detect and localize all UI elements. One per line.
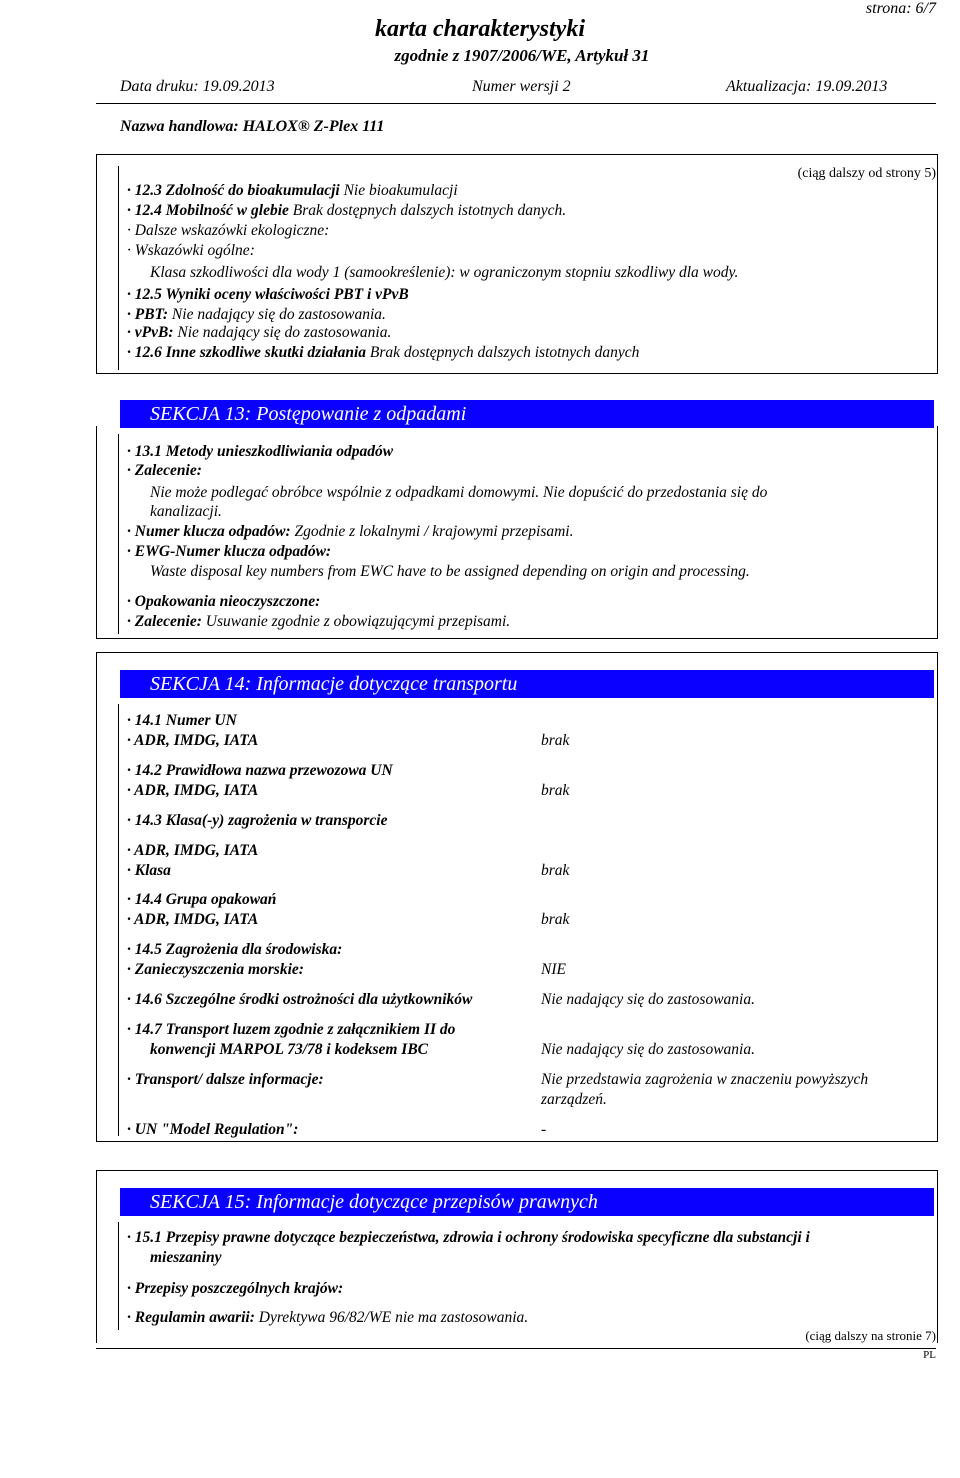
- language-code: PL: [923, 1349, 936, 1361]
- footer-divider: [96, 1348, 936, 1349]
- bioaccumulation-line: · 12.3 Zdolność do bioakumulacji Nie bioakumulacji: [127, 182, 458, 199]
- header-divider: [96, 103, 936, 104]
- section-15-header: SEKCJA 15: Informacje dotyczące przepisów prawnych: [120, 1188, 934, 1216]
- uncleaned-packaging-heading: · Opakowania nieoczyszczone:: [127, 593, 321, 610]
- packing-group-mode: · ADR, IMDG, IATA: [127, 911, 259, 928]
- page-number: strona: 6/7: [865, 0, 936, 17]
- un-number-heading: · 14.1 Numer UN: [127, 712, 237, 729]
- section-15-rule: [118, 1222, 119, 1330]
- continued-to-note: (ciąg dalszy na stronie 7): [805, 1328, 936, 1343]
- ewc-text: Waste disposal key numbers from EWC have to be assigned depending on origin and processing.: [150, 563, 750, 580]
- packing-group-value: brak: [541, 911, 570, 928]
- document-subtitle: zgodnie z 1907/2006/WE, Artykuł 31: [394, 46, 650, 65]
- version-number: Numer wersji 2: [472, 78, 571, 95]
- un-model-regulation-label: · UN "Model Regulation":: [127, 1121, 299, 1138]
- shipping-name-mode: · ADR, IMDG, IATA: [127, 782, 259, 799]
- trade-name: Nazwa handlowa: HALOX® Z-Plex 111: [120, 118, 385, 135]
- other-effects-line: · 12.6 Inne szkodliwe skutki działania Brak dostępnych dalszych istotnych danych: [127, 344, 640, 361]
- un-number-mode: · ADR, IMDG, IATA: [127, 732, 259, 749]
- pbt-heading: · 12.5 Wyniki oceny właściwości PBT i vPvB: [127, 286, 409, 303]
- section-12-rule: [118, 166, 119, 370]
- transport-info-value-cont: zarządzeń.: [541, 1091, 607, 1108]
- national-regulations-heading: · Przepisy poszczególnych krajów:: [127, 1280, 344, 1297]
- shipping-name-value: brak: [541, 782, 570, 799]
- transport-info-value: Nie przedstawia zagrożenia w znaczeniu powyższych: [541, 1071, 869, 1088]
- ewc-heading: · EWG-Numer klucza odpadów:: [127, 543, 332, 560]
- recommendation-text: Nie może podlegać obróbce wspólnie z odpadkami domowymi. Nie dopuścić do przedostania się do: [150, 484, 768, 501]
- eco-advice-heading: · Dalsze wskazówki ekologiczne:: [127, 222, 330, 239]
- recommendation-text-cont: kanalizacji.: [150, 503, 222, 520]
- general-advice-heading: · Wskazówki ogólne:: [127, 242, 255, 259]
- recommendation-heading: · Zalecenie:: [127, 462, 202, 479]
- waste-key-line: · Numer klucza odpadów: Zgodnie z lokalnymi / krajowymi przepisami.: [127, 523, 574, 540]
- vpvb-line: · vPvB: Nie nadający się do zastosowania.: [127, 324, 392, 341]
- section-14-rule: [118, 704, 119, 1136]
- marpol-value: Nie nadający się do zastosowania.: [541, 1041, 755, 1058]
- marine-pollutant-value: NIE: [541, 961, 566, 978]
- section-14-header: SEKCJA 14: Informacje dotyczące transportu: [120, 670, 934, 698]
- accident-regulation-line: · Regulamin awarii: Dyrektywa 96/82/WE nie ma zastosowania.: [127, 1309, 529, 1326]
- user-precautions-value: Nie nadający się do zastosowania.: [541, 991, 755, 1008]
- pbt-line: · PBT: Nie nadający się do zastosowania.: [127, 306, 386, 323]
- update-date: Aktualizacja: 19.09.2013: [726, 78, 888, 95]
- water-hazard-class: Klasa szkodliwości dla wody 1 (samookreślenie): w ograniczonym stopniu szkodliwy dla wody.: [150, 264, 739, 281]
- document-title: karta charakterystyki: [375, 16, 585, 42]
- section-13-rule: [118, 434, 119, 634]
- hazard-class-heading: · 14.3 Klasa(-y) zagrożenia w transporcie: [127, 812, 388, 829]
- print-date: Data druku: 19.09.2013: [120, 78, 275, 95]
- waste-methods-heading: · 13.1 Metody unieszkodliwiania odpadów: [127, 443, 394, 460]
- packing-group-heading: · 14.4 Grupa opakowań: [127, 891, 277, 908]
- marpol-label-cont: konwencji MARPOL 73/78 i kodeksem IBC: [150, 1041, 429, 1058]
- continued-from-note: (ciąg dalszy od strony 5): [797, 166, 936, 181]
- un-number-value: brak: [541, 732, 570, 749]
- packaging-recommendation: · Zalecenie: Usuwanie zgodnie z obowiązującymi przepisami.: [127, 613, 511, 630]
- marine-pollutant-label: · Zanieczyszczenia morskie:: [127, 961, 304, 978]
- class-label: · Klasa: [127, 862, 171, 879]
- shipping-name-heading: · 14.2 Prawidłowa nazwa przewozowa UN: [127, 762, 393, 779]
- marpol-label: · 14.7 Transport luzem zgodnie z załącznikiem II do: [127, 1021, 456, 1038]
- class-value: brak: [541, 862, 570, 879]
- user-precautions-label: · 14.6 Szczególne środki ostrożności dla użytkowników: [127, 991, 473, 1008]
- transport-info-label: · Transport/ dalsze informacje:: [127, 1071, 324, 1088]
- soil-mobility-line: · 12.4 Mobilność w glebie Brak dostępnych dalszych istotnych danych.: [127, 202, 567, 219]
- section-13-header: SEKCJA 13: Postępowanie z odpadami: [120, 400, 934, 428]
- regulations-heading: · 15.1 Przepisy prawne dotyczące bezpieczeństwa, zdrowia i ochrony środowiska specyficzne dla substancji i: [127, 1229, 810, 1246]
- environmental-hazards-heading: · 14.5 Zagrożenia dla środowiska:: [127, 941, 343, 958]
- hazard-class-mode: · ADR, IMDG, IATA: [127, 842, 259, 859]
- regulations-heading-cont: mieszaniny: [150, 1249, 222, 1266]
- un-model-regulation-value: -: [541, 1121, 547, 1138]
